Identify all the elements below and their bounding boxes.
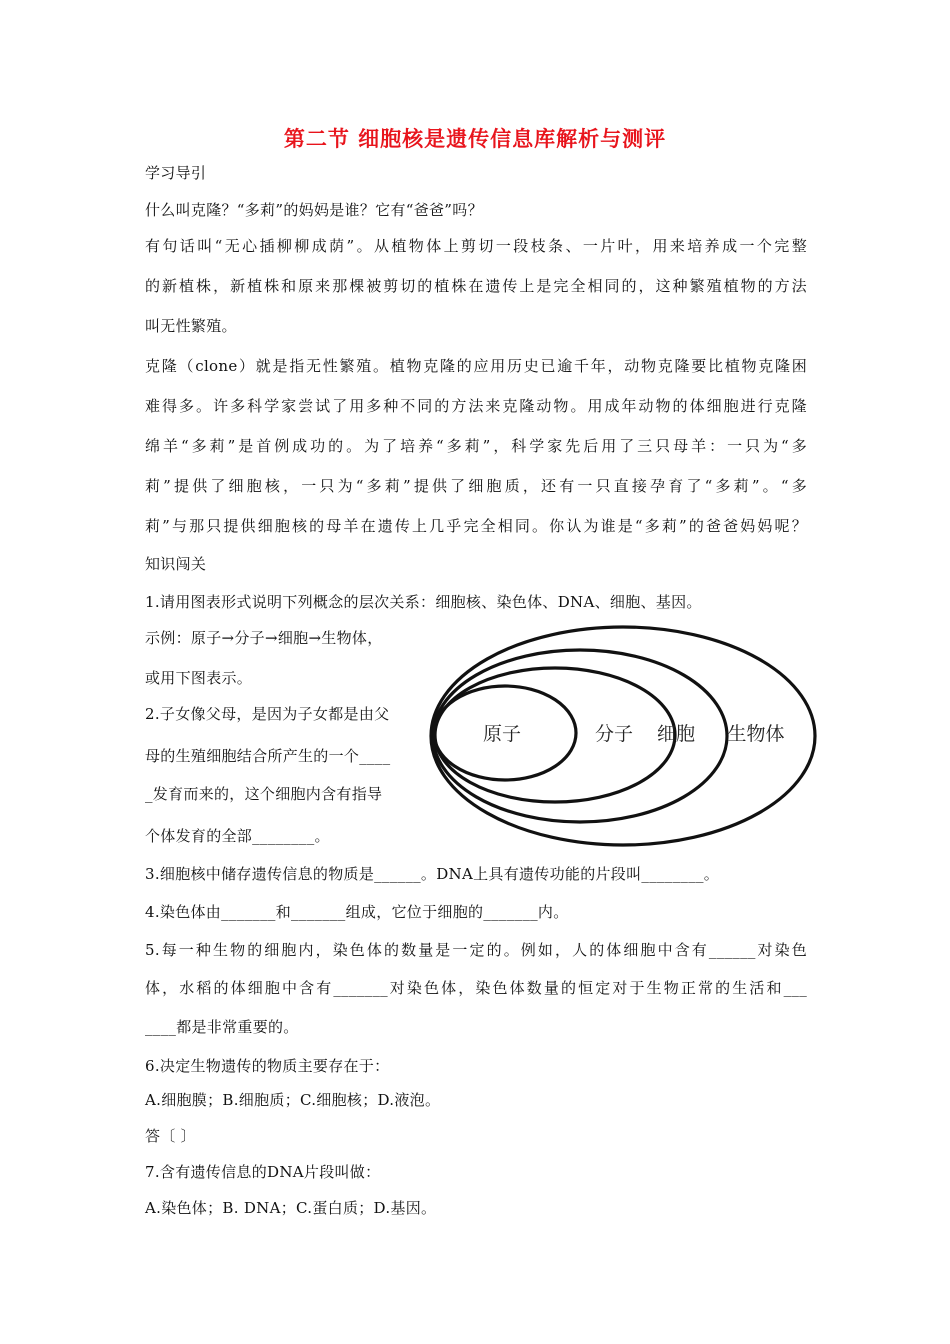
paragraph-line: 叫无性繁殖。 bbox=[145, 317, 237, 335]
paragraph-line: 莉”提供了细胞核，一只为“多莉”提供了细胞质，还有一只直接孕育了“多莉”。“多 bbox=[145, 477, 807, 495]
question-3: 3.细胞核中储存遗传信息的物质是______。DNA上具有遗传功能的片段叫________。 bbox=[145, 865, 720, 883]
section-heading-guide: 学习导引 bbox=[145, 164, 207, 182]
label-organism: 生物体 bbox=[727, 723, 785, 745]
page-title: 第二节 细胞核是遗传信息库解析与测评 bbox=[283, 127, 667, 151]
paragraph-line: 有句话叫“无心插柳柳成荫”。从植物体上剪切一段枝条、一片叶，用来培养成一个完整 bbox=[145, 237, 807, 255]
paragraph-line: 绵羊“多莉”是首例成功的。为了培养“多莉”，科学家先后用了三只母羊：一只为“多 bbox=[145, 437, 807, 455]
question-5-line: 体，水稻的体细胞中含有_______对染色体，染色体数量的恒定对于生物正常的生活和___ bbox=[145, 979, 807, 997]
label-molecule: 分子 bbox=[594, 723, 634, 745]
paragraph-line: 难得多。许多科学家尝试了用多种不同的方法来克隆动物。用成年动物的体细胞进行克隆 bbox=[145, 397, 807, 415]
nested-ellipse-diagram bbox=[428, 624, 818, 848]
paragraph-line: 莉”与那只提供细胞核的母羊在遗传上几乎完全相同。你认为谁是“多莉”的爸爸妈妈呢？ bbox=[145, 517, 807, 535]
question-5-line: 5.每一种生物的细胞内，染色体的数量是一定的。例如，人的体细胞中含有______对染色 bbox=[145, 941, 807, 959]
question-2-line: 母的生殖细胞结合所产生的一个____ bbox=[145, 747, 391, 765]
question-6: 6.决定生物遗传的物质主要存在于： bbox=[145, 1057, 390, 1075]
question-2-line: _发育而来的，这个细胞内含有指导 bbox=[145, 785, 383, 803]
label-cell: 细胞 bbox=[656, 723, 696, 745]
question-1-example: 示例：原子→分子→细胞→生物体， bbox=[145, 629, 383, 647]
question-7: 7.含有遗传信息的DNA片段叫做： bbox=[145, 1163, 381, 1181]
question-2-line: 个体发育的全部________。 bbox=[145, 827, 330, 845]
paragraph-line: 的新植株，新植株和原来那棵被剪切的植株在遗传上是完全相同的，这种繁殖植物的方法 bbox=[145, 277, 807, 295]
question-7-options: A.染色体；B. DNA；C.蛋白质；D.基因。 bbox=[145, 1199, 437, 1217]
label-atom: 原子 bbox=[482, 723, 522, 745]
question-2-line: 2.子女像父母，是因为子女都是由父 bbox=[145, 705, 390, 723]
paragraph-line: 克隆（clone）就是指无性繁殖。植物克隆的应用历史已逾千年，动物克隆要比植物克隆困 bbox=[145, 357, 807, 375]
question-6-answer: 答〔 〕 bbox=[145, 1127, 196, 1145]
question-1-diagram-note: 或用下图表示。 bbox=[145, 669, 253, 687]
question-1: 1.请用图表形式说明下列概念的层次关系：细胞核、染色体、DNA、细胞、基因。 bbox=[145, 593, 702, 611]
guide-question: 什么叫克隆？“多莉”的妈妈是谁？它有“爸爸”吗？ bbox=[145, 201, 483, 219]
question-6-options: A.细胞膜；B.细胞质；C.细胞核；D.液泡。 bbox=[145, 1091, 441, 1109]
ellipse-molecule bbox=[435, 668, 675, 802]
question-4: 4.染色体由_______和_______组成，它位于细胞的_______内。 bbox=[145, 903, 569, 921]
question-5-line: ____都是非常重要的。 bbox=[145, 1018, 299, 1036]
section-heading-knowledge: 知识闯关 bbox=[145, 555, 207, 573]
